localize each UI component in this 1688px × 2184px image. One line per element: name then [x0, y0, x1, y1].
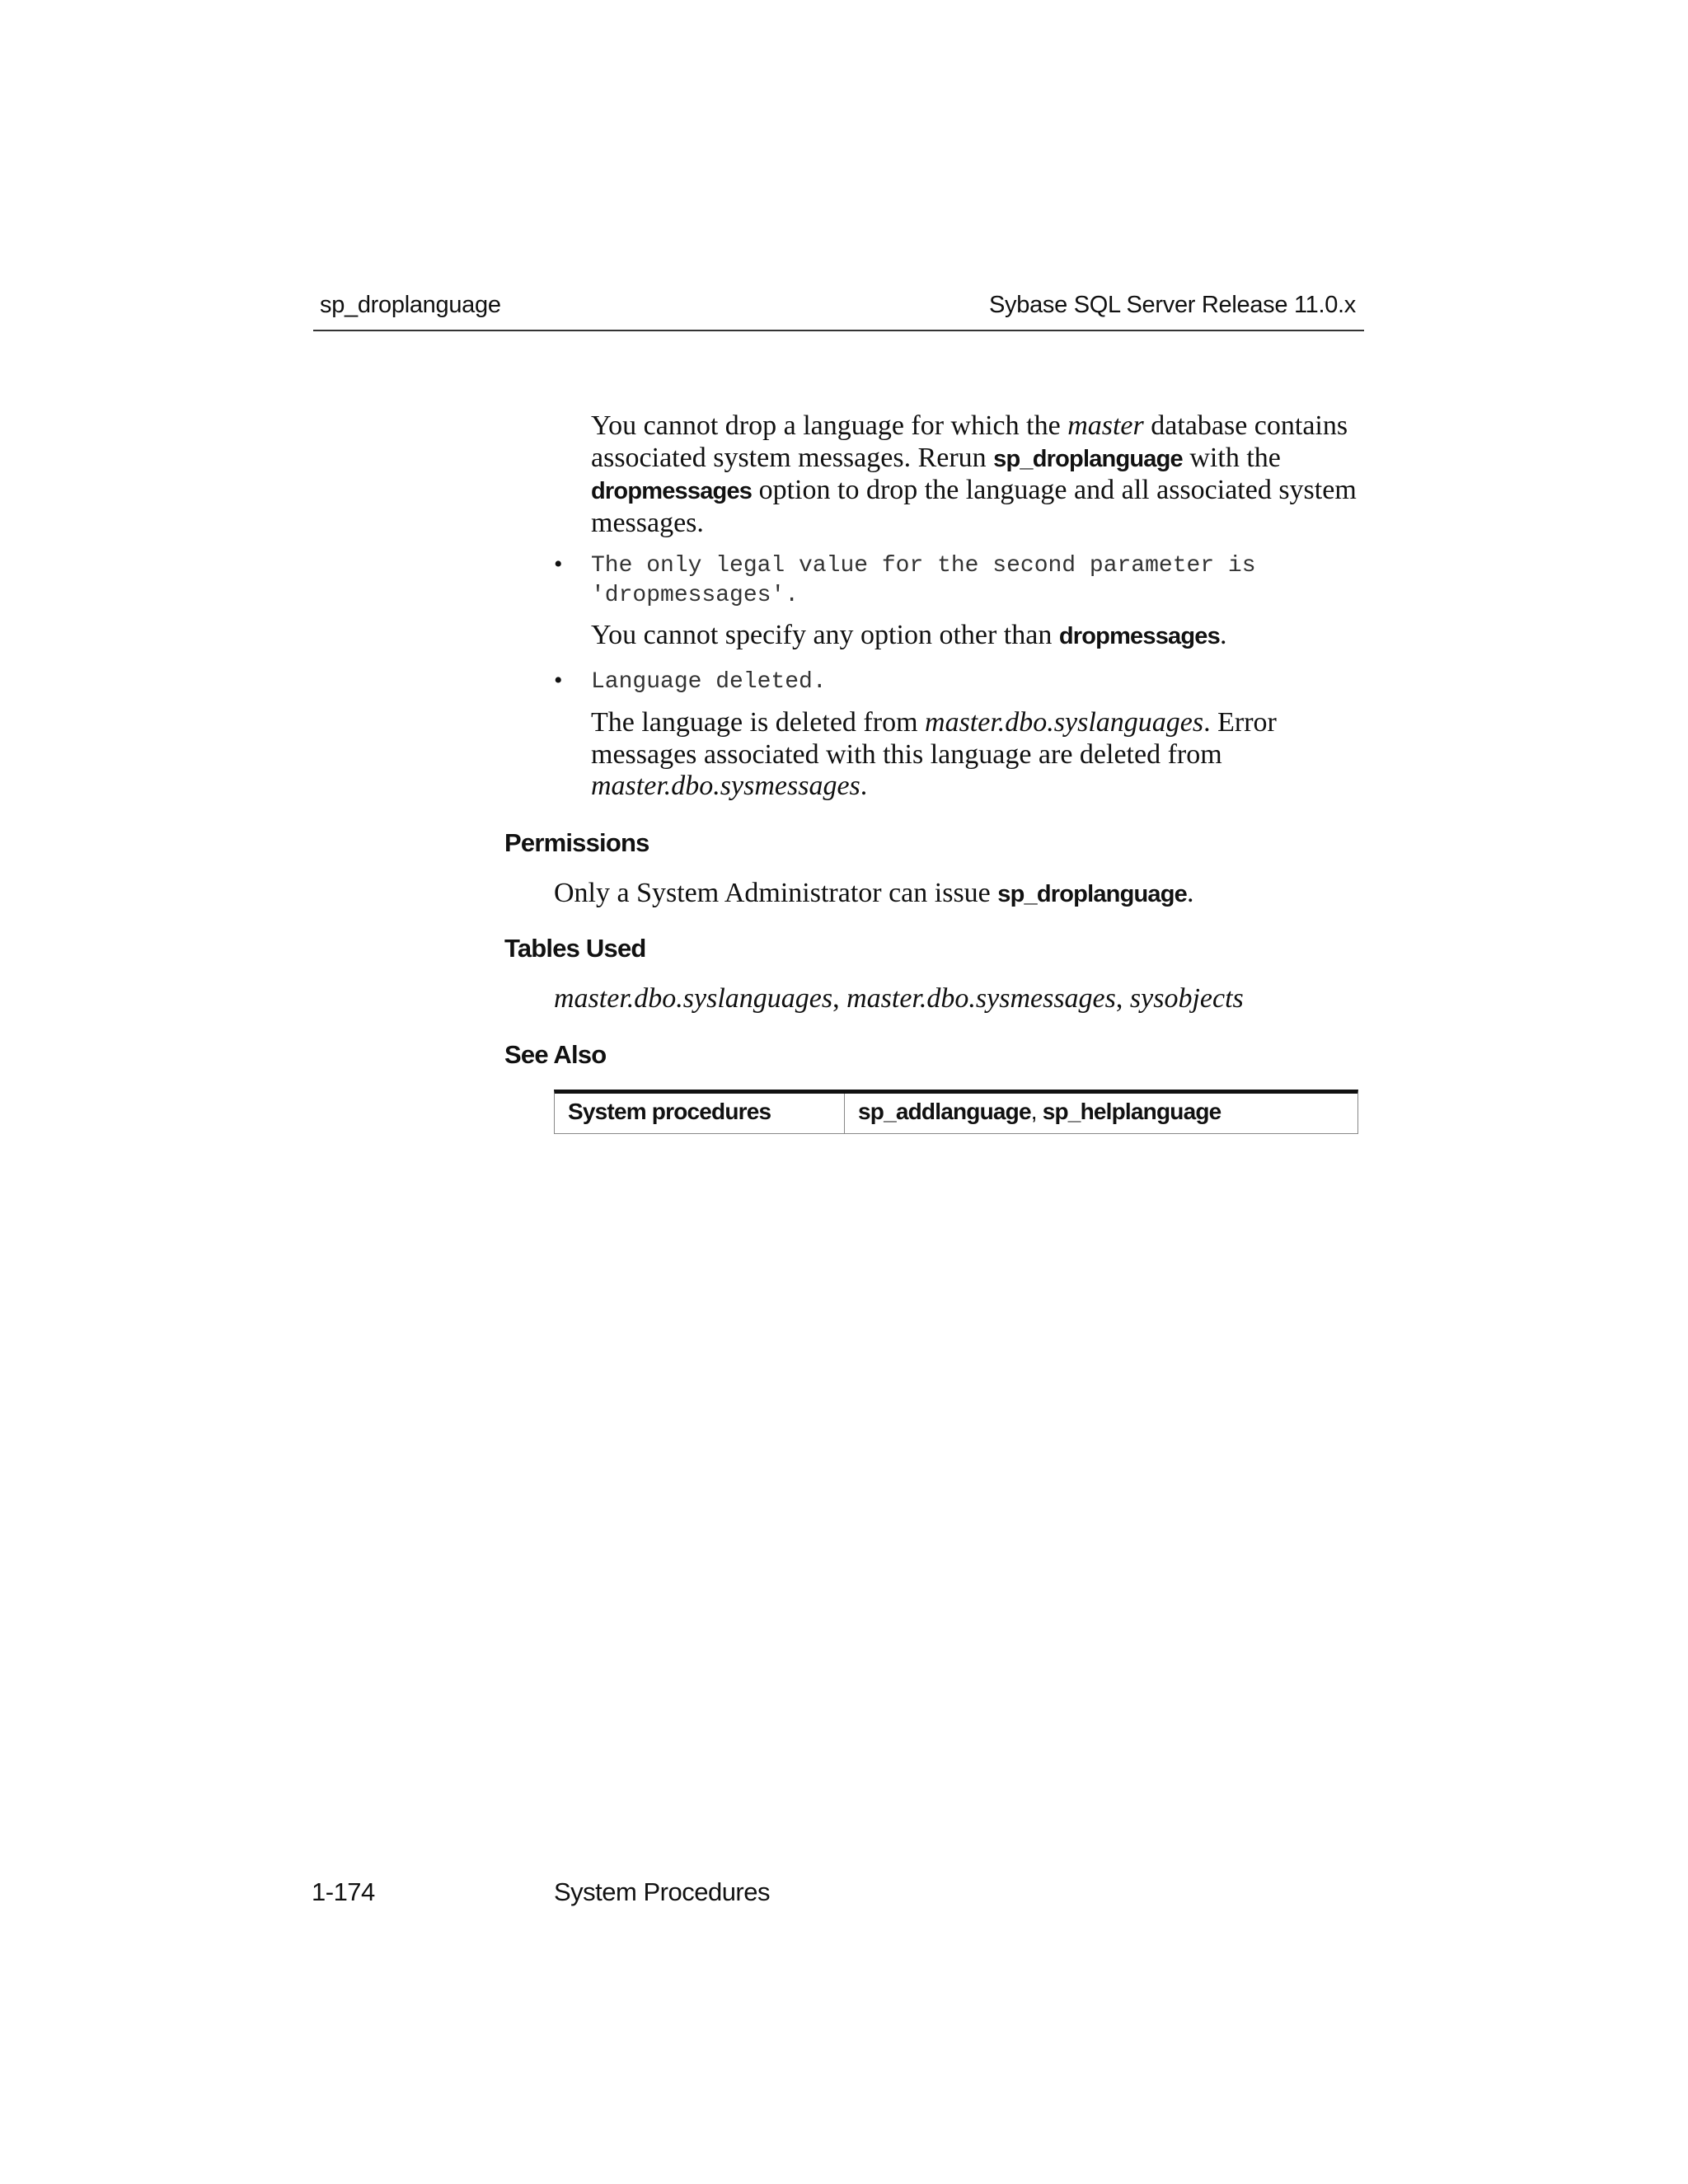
- header-procedure-name: sp_droplanguage: [320, 292, 501, 318]
- proc-sp-helplanguage: sp_helplanguage: [1042, 1099, 1221, 1124]
- syslanguages-table: master.dbo.syslanguages: [925, 707, 1204, 738]
- bullet-2-message: Language deleted.: [591, 669, 827, 695]
- tables-used-heading: Tables Used: [504, 934, 646, 963]
- dropmessages-keyword: dropmessages: [1058, 623, 1220, 649]
- header-release: Sybase SQL Server Release 11.0.x: [989, 292, 1356, 318]
- footer-page-number: 1-174: [312, 1877, 375, 1906]
- see-also-row-label: System procedures: [568, 1099, 771, 1124]
- see-also-heading: See Also: [504, 1040, 607, 1069]
- tables-used-list: master.dbo.syslanguages, master.dbo.sysmessages, sysobjects: [554, 983, 1244, 1014]
- bullet-1-marker: •: [554, 551, 563, 578]
- sysmessages-table: master.dbo.sysmessages: [591, 771, 860, 801]
- bullet-2-marker: •: [554, 667, 563, 694]
- proc-sp-addlanguage: sp_addlanguage: [858, 1099, 1031, 1124]
- permissions-text: Only a System Administrator can issue sp_droplanguage.: [554, 878, 1194, 908]
- table-syslanguages: master.dbo.syslanguages: [554, 983, 833, 1014]
- bullet-1-message: The only legal value for the second parameter is 'dropmessages'.: [591, 553, 1256, 608]
- master-db-name: master: [1067, 410, 1144, 441]
- sp-droplanguage-keyword: sp_droplanguage: [997, 881, 1187, 907]
- intro-paragraph: You cannot drop a language for which the master database contains associated system messages. Rerun sp_droplanguage with the dropmessages option to drop the language and all associated system messages.: [591, 410, 1357, 538]
- table-sysobjects: sysobjects: [1129, 983, 1244, 1014]
- sp-droplanguage-keyword: sp_droplanguage: [993, 445, 1183, 472]
- permissions-heading: Permissions: [504, 828, 649, 857]
- see-also-procs-cell: sp_addlanguage, sp_helplanguage: [858, 1099, 1221, 1124]
- bullet-1-description: You cannot specify any option other than dropmessages.: [591, 620, 1227, 650]
- table-sysmessages: master.dbo.sysmessages: [846, 983, 1116, 1014]
- page-header: [313, 290, 1364, 331]
- bullet-2-description: The language is deleted from master.dbo.syslanguages. Error messages associated with this language are deleted from master.dbo.sysmessages.: [591, 707, 1277, 801]
- see-also-table: [554, 1090, 1358, 1134]
- see-also-label-cell: [555, 1094, 845, 1133]
- dropmessages-keyword: dropmessages: [591, 478, 753, 504]
- footer-section-title: System Procedures: [554, 1877, 770, 1906]
